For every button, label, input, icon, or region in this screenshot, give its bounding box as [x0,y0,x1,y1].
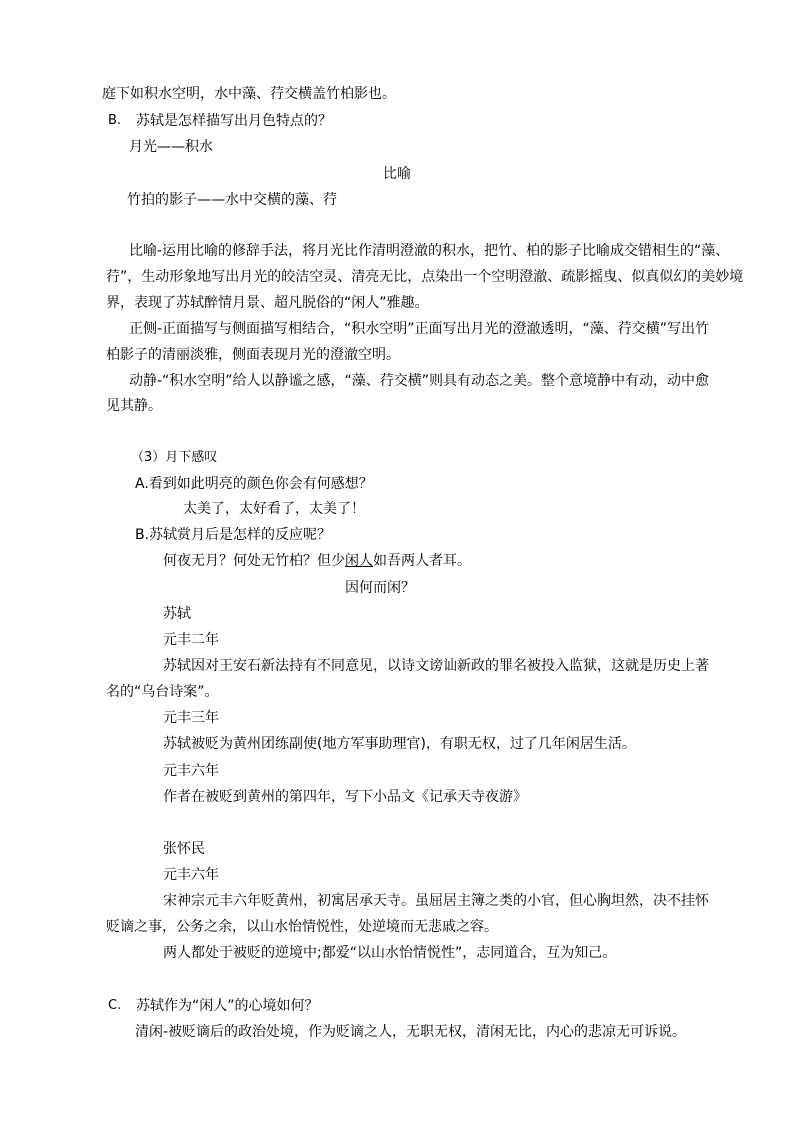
answer-b-pre: 何夜无月？何处无竹柏？但少 [163,553,345,569]
year-label: 元丰六年 [163,867,219,883]
answer-b-underlined: 闲人 [345,553,373,569]
text-line: 竹拍的影子——水中交横的藻、荇 [127,192,337,208]
paragraph-line: 比喻-运用比喻的修辞手法，将月光比作清明澄澈的积水，把竹、柏的影子比喻成交错相生的“藻、 [129,243,730,259]
answer-c: 清闲-被贬谪后的政治处境，作为贬谪之人，无职无权，清闲无比，内心的悲凉无可诉说。 [135,1024,687,1040]
year-label: 元丰六年 [163,763,219,779]
subheading-why: 因何而闲？ [345,580,415,596]
text-line: 月光——积水 [129,139,213,155]
list-marker: B. [108,113,122,128]
question-heading: 苏轼是怎样描写出月色特点的？ [136,113,332,129]
paragraph-line: 两人都处于被贬的逆境中;都爱“以山水怡情悦性”，志同道合，互为知己。 [163,945,617,961]
answer-a: 太美了，太好看了，太美了！ [183,501,365,517]
paragraph-line: 荇”，生动形象地写出月光的皎洁空灵、清亮无比，点染出一个空明澄澈、疏影摇曳、似真似幻的美妙境 [106,269,744,285]
person-name: 苏轼 [163,606,191,622]
section-heading: （3）月下感叹 [131,450,218,465]
text-line: 比喻 [383,166,411,182]
paragraph-line: 名的“乌台诗案”。 [106,684,219,700]
paragraph-line: 贬谪之事，公务之余，以山水怡情悦性，处逆境而无悲戚之容。 [106,919,498,935]
answer-b-post: 如吾两人者耳。 [373,553,471,569]
text-line: 庭下如积水空明，水中藻、荇交横盖竹柏影也。 [102,86,396,102]
paragraph-line: 动静-“积水空明”给人以静谧之感，“藻、荇交横”则具有动态之美。整个意境静中有动，动中愈 [129,373,710,389]
list-marker: C. [108,998,122,1013]
year-label: 元丰二年 [163,632,219,648]
paragraph-line: 宋神宗元丰六年贬黄州，初寓居承天寺。虽屈居主簿之类的小官，但心胸坦然，决不挂怀 [163,893,709,909]
paragraph-line: 柏影子的清丽淡雅，侧面表现月光的澄澈空明。 [106,347,400,363]
paragraph-line: 苏轼因对王安石新法持有不同意见，以诗文谤讪新政的罪名被投入监狱，这就是历史上著 [163,658,709,674]
paragraph-line: 见其静。 [106,398,162,414]
year-label: 元丰三年 [163,710,219,726]
question-c: 苏轼作为“闲人”的心境如何？ [136,998,319,1014]
question-b: B.苏轼赏月后是怎样的反应呢？ [135,527,332,543]
person-name: 张怀民 [163,841,205,857]
paragraph-line: 界，表现了苏轼醉情月景、超凡脱俗的“闲人”雅趣。 [106,295,429,311]
answer-b [163,551,471,571]
paragraph-line: 苏轼被贬为黄州团练副使(地方军事助理官)，有职无权，过了几年闲居生活。 [163,736,636,752]
paragraph-line: 正侧-正面描写与侧面描写相结合，“积水空明”正面写出月光的澄澈透明，“藻、荇交横”写出竹 [129,321,710,337]
question-a: A.看到如此明亮的颜色你会有何感想？ [135,476,373,492]
paragraph-line: 作者在被贬到黄州的第四年，写下小品文《记承天寺夜游》 [163,789,527,805]
